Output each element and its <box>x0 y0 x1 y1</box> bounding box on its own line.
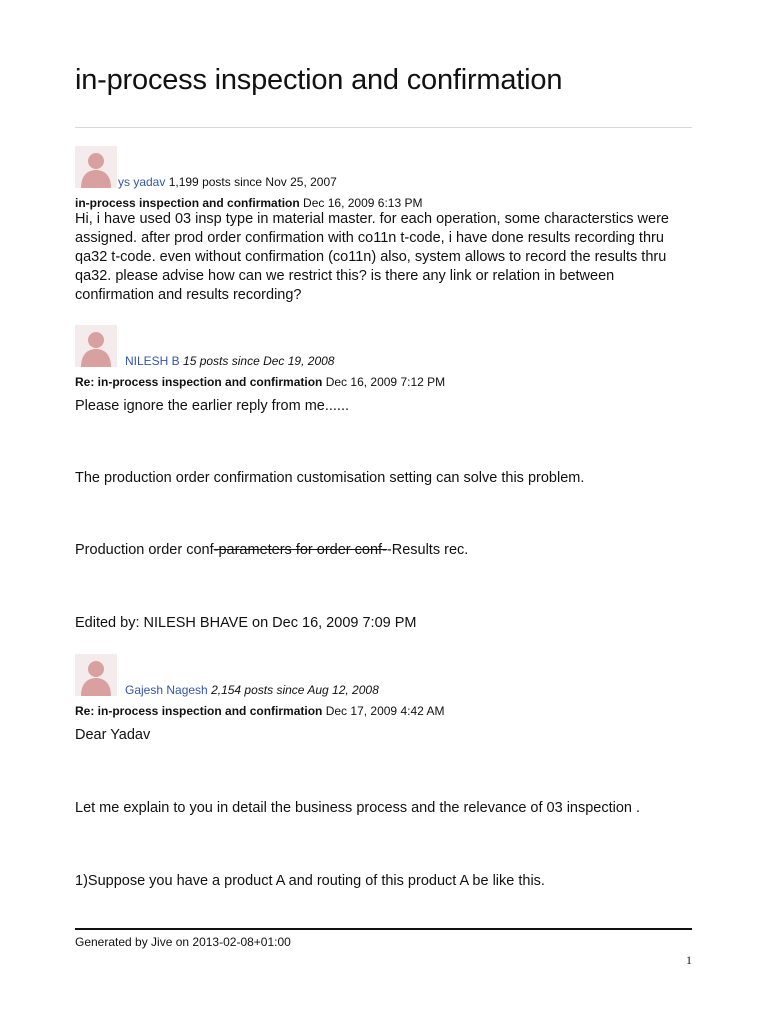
post-subject-line <box>75 375 445 389</box>
author-link[interactable]: NILESH B <box>125 354 180 368</box>
post-subject: in-process inspection and confirmation <box>75 196 300 210</box>
post-date: Dec 17, 2009 4:42 AM <box>325 704 445 718</box>
strikethrough-text: -parameters for order conf- <box>213 542 387 558</box>
user-avatar-icon[interactable] <box>75 146 117 188</box>
post-paragraph: Dear Yadav <box>75 727 151 743</box>
author-link[interactable]: Gajesh Nagesh <box>125 683 208 697</box>
edited-note: Edited by: NILESH BHAVE on Dec 16, 2009 7:09 PM <box>75 615 417 631</box>
post-paragraph: 1)Suppose you have a product A and routing of this product A be like this. <box>75 873 545 889</box>
text-run: Production order conf <box>75 542 214 558</box>
post-meta <box>125 683 379 697</box>
post-subject-line <box>75 704 444 718</box>
post-paragraph <box>75 541 690 560</box>
post-body: Hi, i have used 03 insp type in material master. for each operation, some characterstics were assigned. after prod order confirmation with co11n t-code, i have done results recording thru qa32 t-code. even without confirmation (co11n) also, system allows to record the results thru qa32. please advise how can we restrict this? is there any link or relation in between confirmation and results recording? <box>75 211 669 303</box>
author-stats: 15 posts since Dec 19, 2008 <box>183 354 335 368</box>
post-subject-line <box>75 196 422 210</box>
post-meta <box>125 354 334 368</box>
page-title: in-process inspection and confirmation <box>75 64 563 96</box>
page-number: 1 <box>686 953 692 967</box>
post-paragraph: Let me explain to you in detail the business process and the relevance of 03 inspection . <box>75 800 641 816</box>
user-avatar-icon[interactable] <box>75 654 117 696</box>
user-avatar-icon[interactable] <box>75 325 117 367</box>
author-link[interactable]: ys yadav <box>118 175 166 189</box>
post-paragraph: Please ignore the earlier reply from me...... <box>75 398 350 414</box>
author-stats: 2,154 posts since Aug 12, 2008 <box>211 683 379 697</box>
title-divider <box>75 127 692 128</box>
post-subject: Re: in-process inspection and confirmation <box>75 375 323 389</box>
post-meta <box>118 175 337 189</box>
footer-generated: Generated by Jive on 2013-02-08+01:00 <box>75 935 291 949</box>
post-subject: Re: in-process inspection and confirmation <box>75 704 323 718</box>
text-run: -Results rec. <box>386 542 469 558</box>
post-date: Dec 16, 2009 7:12 PM <box>325 375 446 389</box>
post-date: Dec 16, 2009 6:13 PM <box>303 196 423 210</box>
footer-divider <box>75 928 692 930</box>
post-paragraph: The production order confirmation customisation setting can solve this problem. <box>75 470 585 486</box>
author-stats: 1,199 posts since Nov 25, 2007 <box>168 175 337 189</box>
